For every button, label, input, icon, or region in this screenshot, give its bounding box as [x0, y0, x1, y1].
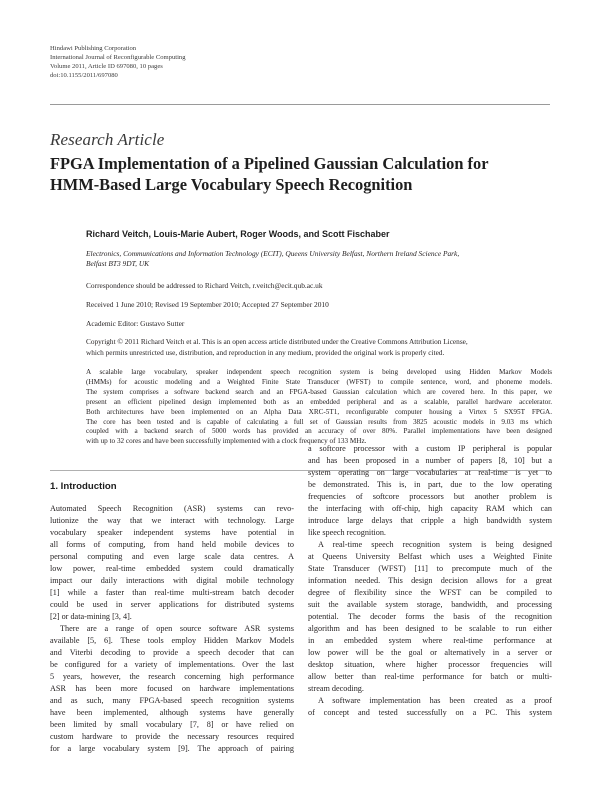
doi-link[interactable]: doi:10.1155/2011/697080	[50, 72, 118, 79]
body-line: introduce large delays that cripple a high bandwidth system	[308, 516, 552, 525]
body-line: suit the available system storage, bandwidth, and processing	[308, 600, 552, 609]
body-line: allow better than real-time performance for batch or multi-	[308, 672, 552, 681]
body-line: stream decoding.	[308, 684, 364, 693]
body-line: vocabulary speaker independent systems have potential in	[50, 528, 294, 537]
correspondence: Correspondence should be addressed to Richard Veitch, r.veitch@ecit.qub.ac.uk	[86, 281, 323, 290]
title-line: HMM-Based Large Vocabulary Speech Recognition	[50, 175, 413, 194]
body-line: of concept and tested successfully on a PC. This system	[308, 708, 552, 717]
volume-info: Volume 2011, Article ID 697080, 10 pages	[50, 63, 163, 70]
body-column-right	[308, 443, 552, 719]
article-type: Research Article	[50, 130, 165, 149]
body-line: could be used in server applications for distributed systems	[50, 600, 294, 609]
abstract-line: The core has been tested and is capable of calculating a full set of Gaussian results from 3825 acoustic models in 9.03 ms which	[86, 417, 552, 426]
article-title	[50, 153, 570, 195]
body-line: Automated Speech Recognition (ASR) systems can revo-	[50, 504, 294, 513]
body-line: at Queens University Belfast which uses a Weighted Finite	[308, 552, 552, 561]
affiliation	[86, 249, 546, 269]
abstract-line: coupled with a backend search of 5000 words has provided an accuracy of over 80%. Parallel implementations have been designed	[86, 427, 552, 436]
body-line: and has been proposed in a number of papers [8, 10] but a	[308, 456, 552, 465]
body-line: A software implementation has been created as a proof	[318, 696, 552, 705]
body-line: available [5, 6]. These tools employ Hidden Markov Models	[50, 636, 294, 645]
abstract-line: with up to 32 cores and have been successfully implemented with a clock frequency of 133 MHz.	[86, 437, 367, 446]
body-line: low power will be the goal or alternatively in a server or	[308, 648, 552, 657]
body-line: have been implemented, although systems have generally	[50, 708, 294, 717]
body-line: low power, real-time embedded system could dramatically	[50, 564, 294, 573]
body-line: impact our daily interactions with digital mobile technology	[50, 576, 294, 585]
publisher-name: Hindawi Publishing Corporation	[50, 45, 137, 52]
body-line: system operating on large vocabularies at real-time is yet to	[308, 468, 552, 477]
body-line: There are a range of open source software ASR systems	[60, 624, 294, 633]
body-line: a softcore processor with a custom IP peripheral is popular	[308, 444, 552, 453]
body-line: been limited by small vocabulary [7, 8] or have relied on	[50, 720, 294, 729]
abstract-line: present an efficient pipelined design implemented both as an embedded peripheral and as a scalable, parallel hardware accelerator.	[86, 397, 552, 406]
abstract-line: Both architectures have been implemented on an Alpha Data XRC-5T1, reconfigurable computer housing a Virtex 5 SX95T FPGA.	[86, 407, 552, 416]
body-line: [2] or data-mining [3, 4].	[50, 612, 132, 621]
body-line: the interfacing with off-chip, high capacity RAM which can	[308, 504, 552, 513]
author-list: Richard Veitch, Louis-Marie Aubert, Roger Woods, and Scott Fischaber	[86, 229, 390, 239]
copyright-line: Copyright © 2011 Richard Veitch et al. This is an open access article distributed under the Creative Commons Attribution License,	[86, 337, 468, 346]
title-line: FPGA Implementation of a Pipelined Gaussian Calculation for	[50, 154, 489, 173]
body-line: ASR has been more focused on hardware implementations	[50, 684, 294, 693]
body-line: like speech recognition.	[308, 528, 386, 537]
body-line: and as such, many FPGA-based speech recognition systems	[50, 696, 294, 705]
abstract-line: The system comprises a software backend search and an FPGA-based Gaussian calculation which are covered here. In this paper, we	[86, 387, 552, 396]
body-line: be configured for a variety of implementations. Over the last	[50, 660, 294, 669]
abstract-line: A scalable large vocabulary, speaker independent speech recognition system is being developed using Hidden Markov Models	[86, 368, 552, 376]
abstract	[86, 368, 552, 447]
body-line: custom hardware to provide the necessary resources required	[50, 732, 294, 741]
affiliation-line: Belfast BT3 9DT, UK	[86, 259, 150, 268]
journal-header	[50, 44, 350, 80]
journal-name: International Journal of Reconfigurable Computing	[50, 54, 186, 61]
body-column-left	[50, 503, 294, 755]
body-line: and Viterbi decoding to provide a speech decoder that can	[50, 648, 294, 657]
body-line: A real-time speech recognition system is being designed	[318, 540, 552, 549]
body-line: State Transducer (WFST) [11] to precompute much of the	[308, 564, 552, 573]
header-divider	[50, 104, 550, 105]
academic-editor: Academic Editor: Gustavo Sutter	[86, 319, 185, 328]
body-line: all forms of computing, from hand held mobile devices to	[50, 540, 294, 549]
body-line: in an embedded system where real-time performance at	[308, 636, 552, 645]
body-line: algorithm and has been designed to be scalable to run either	[308, 624, 552, 633]
body-line: degree of flexibility since the WFST can be compiled to	[308, 588, 552, 597]
copyright-notice	[86, 336, 552, 358]
received-dates: Received 1 June 2010; Revised 19 September 2010; Accepted 27 September 2010	[86, 300, 329, 309]
body-line: lutionize the way that we interact with technology. Large	[50, 516, 294, 525]
body-line: personal computing and even large scale data centres. A	[50, 552, 294, 561]
body-line: frequencies of softcore processors but another problem is	[308, 492, 552, 501]
body-line: potential. The decoder forms the basis of the recognition	[308, 612, 552, 621]
body-line: for a large vocabulary system [9]. The approach of pairing	[50, 744, 294, 753]
body-line: desktop situation, where higher processor frequencies will	[308, 660, 552, 669]
body-line: be demonstrated. This is, in part, due to the low operating	[308, 480, 552, 489]
body-line: 5 years, however, the research concerning high performance	[50, 672, 294, 681]
body-line: [1] while a faster than real-time multi-stream batch decoder	[50, 588, 294, 597]
affiliation-line: Electronics, Communications and Information Technology (ECIT), Queens University Belfast, Northern Ireland Science Park,	[86, 249, 460, 258]
copyright-line: which permits unrestricted use, distribution, and reproduction in any medium, provided the original work is properly cited.	[86, 348, 445, 357]
abstract-line: (HMMs) for acoustic modeling and a Weighted Finite State Transducer (WFST) to compile sentence, word, and phoneme models.	[86, 377, 552, 386]
section-heading: 1. Introduction	[50, 481, 117, 492]
body-line: information needed. This design decision allows for a great	[308, 576, 552, 585]
